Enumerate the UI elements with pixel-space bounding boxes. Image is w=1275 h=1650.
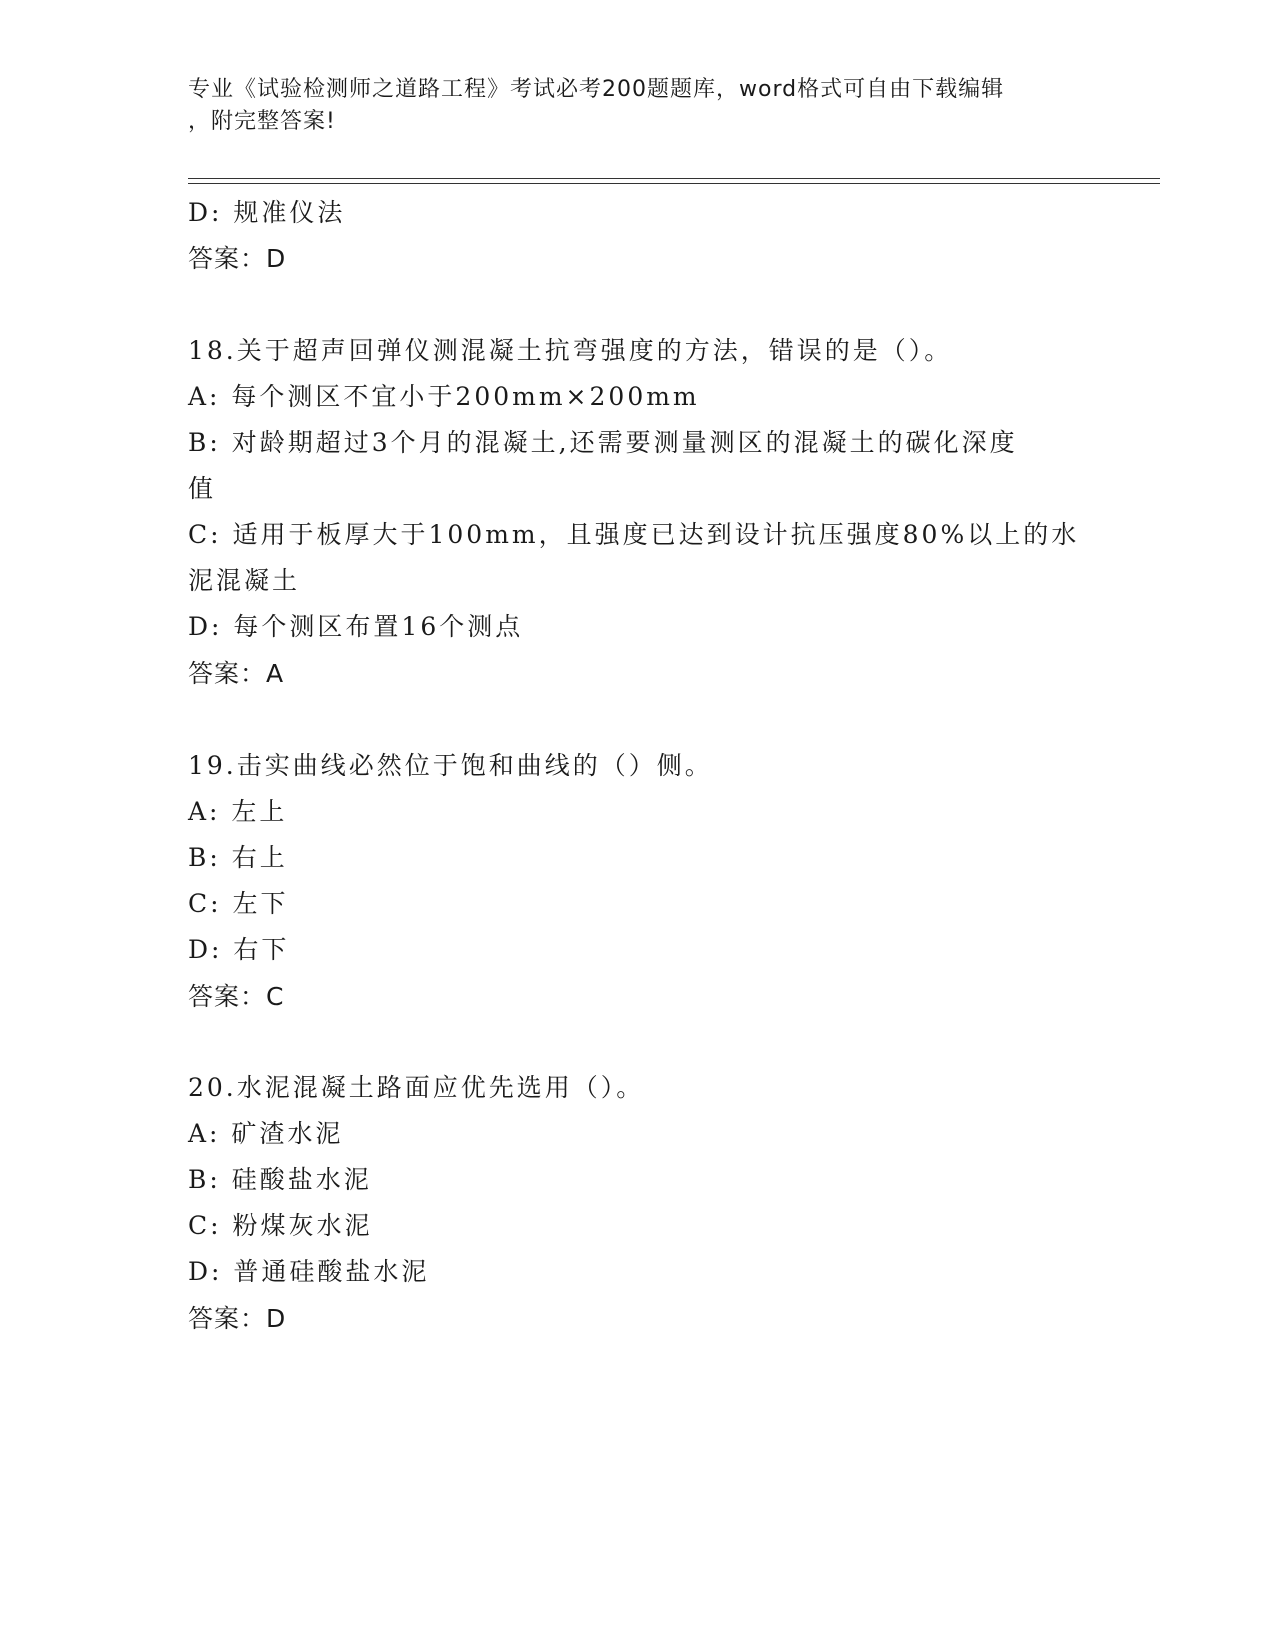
q19-option-c: C: 左下 [188, 889, 289, 918]
q20-option-a: A: 矿渣水泥 [188, 1119, 344, 1148]
q19-option-d: D: 右下 [188, 935, 290, 964]
q18-option-a: A: 每个测区不宜小于200mm×200mm [188, 382, 700, 411]
q19-answer: 答案：C [188, 982, 285, 1011]
header-rule-bottom [188, 183, 1160, 184]
q20-stem: 20.水泥混凝土路面应优先选用（）。 [188, 1073, 645, 1102]
q20-option-d: D: 普通硅酸盐水泥 [188, 1257, 430, 1286]
q18-option-d: D: 每个测区布置16个测点 [188, 612, 524, 641]
q20-option-c: C: 粉煤灰水泥 [188, 1211, 373, 1240]
q18-option-c-line-2: 泥混凝土 [188, 566, 301, 595]
prev-answer: 答案：D [188, 244, 287, 273]
q18-stem: 18.关于超声回弹仪测混凝土抗弯强度的方法，错误的是（）。 [188, 336, 953, 365]
q18-answer: 答案：A [188, 659, 285, 688]
q18-option-c-line-1: C: 适用于板厚大于100mm，且强度已达到设计抗压强度80%以上的水 [188, 520, 1080, 549]
q18-option-b-line-2: 值 [188, 474, 217, 503]
q19-stem: 19.击实曲线必然位于饱和曲线的（）侧。 [188, 751, 713, 780]
prev-option-d: D: 规准仪法 [188, 198, 346, 227]
header-line-2: ，附完整答案! [188, 109, 336, 134]
q20-option-b: B: 硅酸盐水泥 [188, 1165, 372, 1194]
q19-option-b: B: 右上 [188, 843, 288, 872]
q19-option-a: A: 左上 [188, 797, 288, 826]
q20-answer: 答案：D [188, 1304, 287, 1333]
q18-option-b-line-1: B: 对龄期超过3个月的混凝土,还需要测量测区的混凝土的碳化深度 [188, 428, 1018, 457]
document-header [188, 74, 1068, 138]
header-rule-top [188, 178, 1160, 179]
header-line-1: 专业《试验检测师之道路工程》考试必考200题题库，word格式可自由下载编辑 [188, 77, 1005, 102]
